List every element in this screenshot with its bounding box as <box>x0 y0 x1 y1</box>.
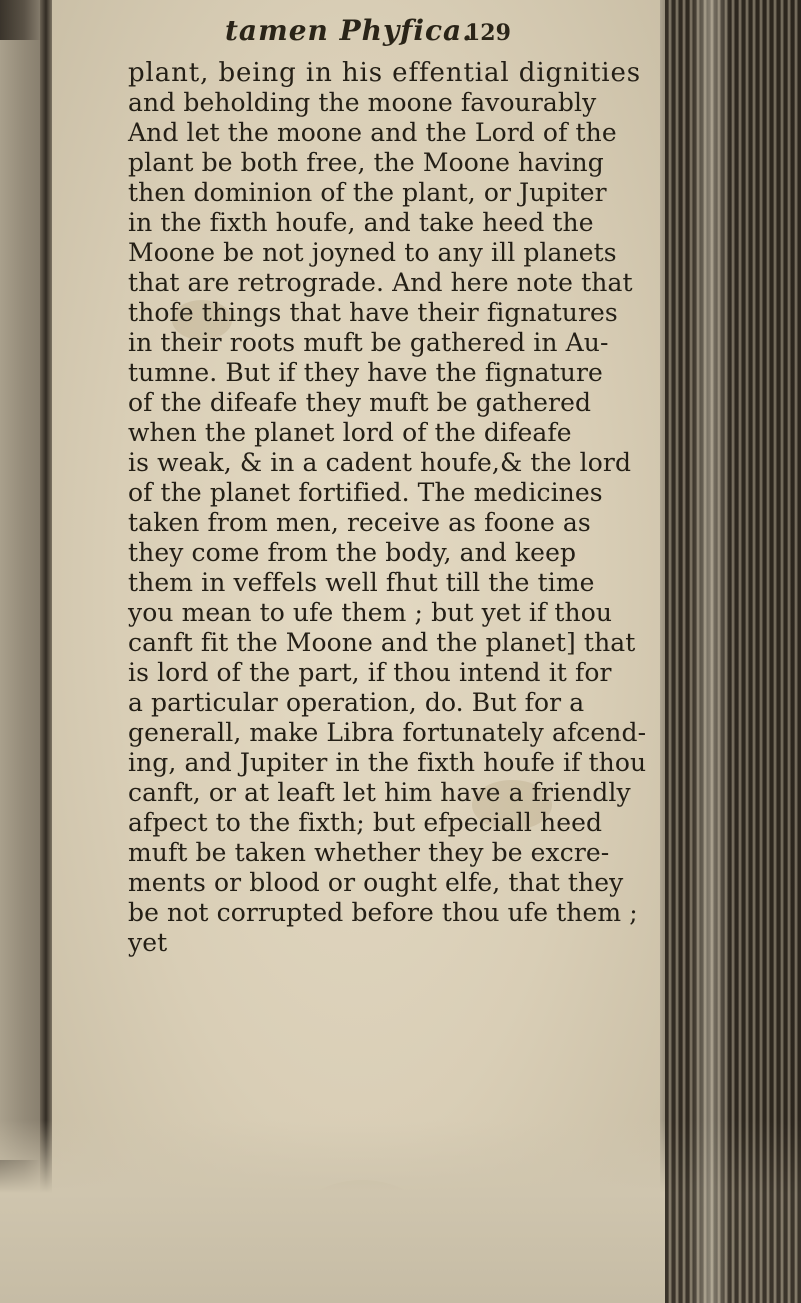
text-line: and beholding the moone favourably <box>128 88 597 117</box>
text-line: afpect to the fixth; but efpeciall heed <box>128 808 603 837</box>
text-line: you mean to ufe them ; but yet if thou <box>128 598 613 627</box>
text-line: muft be taken whether they be excre- <box>128 838 610 867</box>
text-line: be not corrupted before thou ufe them ; <box>128 898 638 927</box>
running-head <box>165 14 565 54</box>
page-block-highlight <box>690 0 730 1303</box>
text-line: when the planet lord of the difeafe <box>128 418 572 447</box>
text-line: is lord of the part, if thou intend it for <box>128 658 612 687</box>
text-line: yet <box>128 928 168 957</box>
text-line: them in veffels well fhut till the time <box>128 568 595 597</box>
text-line: of the planet fortified. The medicines <box>128 478 603 507</box>
running-head-title: tamen Phyfica. <box>225 14 473 47</box>
text-line: Moone be not joyned to any ill planets <box>128 238 617 267</box>
page-block-edges <box>665 0 801 1303</box>
text-line: that are retrograde. And here note that <box>128 268 633 297</box>
page-number: 129 <box>465 20 511 46</box>
text-line: ments or blood or ought elfe, that they <box>128 868 624 897</box>
text-line: plant, being in his effential dignities <box>128 58 642 88</box>
text-line: they come from the body, and keep <box>128 538 577 567</box>
text-line: then dominion of the plant, or Jupiter <box>128 178 607 207</box>
text-line: taken from men, receive as foone as <box>128 508 591 537</box>
text-line: of the difeafe they muft be gathered <box>128 388 592 417</box>
text-line: in their roots muft be gathered in Au- <box>128 328 609 357</box>
text-line: plant be both free, the Moone having <box>128 148 604 177</box>
text-line: And let the moone and the Lord of the <box>128 118 617 147</box>
text-line: in the fixth houfe, and take heed the <box>128 208 594 237</box>
text-line: tumne. But if they have the fignature <box>128 358 603 387</box>
text-line: canft, or at leaft let him have a friendly <box>128 778 631 807</box>
body-text <box>128 58 660 958</box>
book-gutter <box>40 0 52 1303</box>
text-line: thofe things that have their fignatures <box>128 298 618 327</box>
text-line: is weak, & in a cadent houfe,& the lord <box>128 448 632 477</box>
text-line: ing, and Jupiter in the fixth houfe if thou <box>128 748 647 777</box>
text-line: generall, make Libra fortunately afcend- <box>128 718 647 747</box>
text-line: canft fit the Moone and the planet] that <box>128 628 636 657</box>
text-line: a particular operation, do. But for a <box>128 688 585 717</box>
